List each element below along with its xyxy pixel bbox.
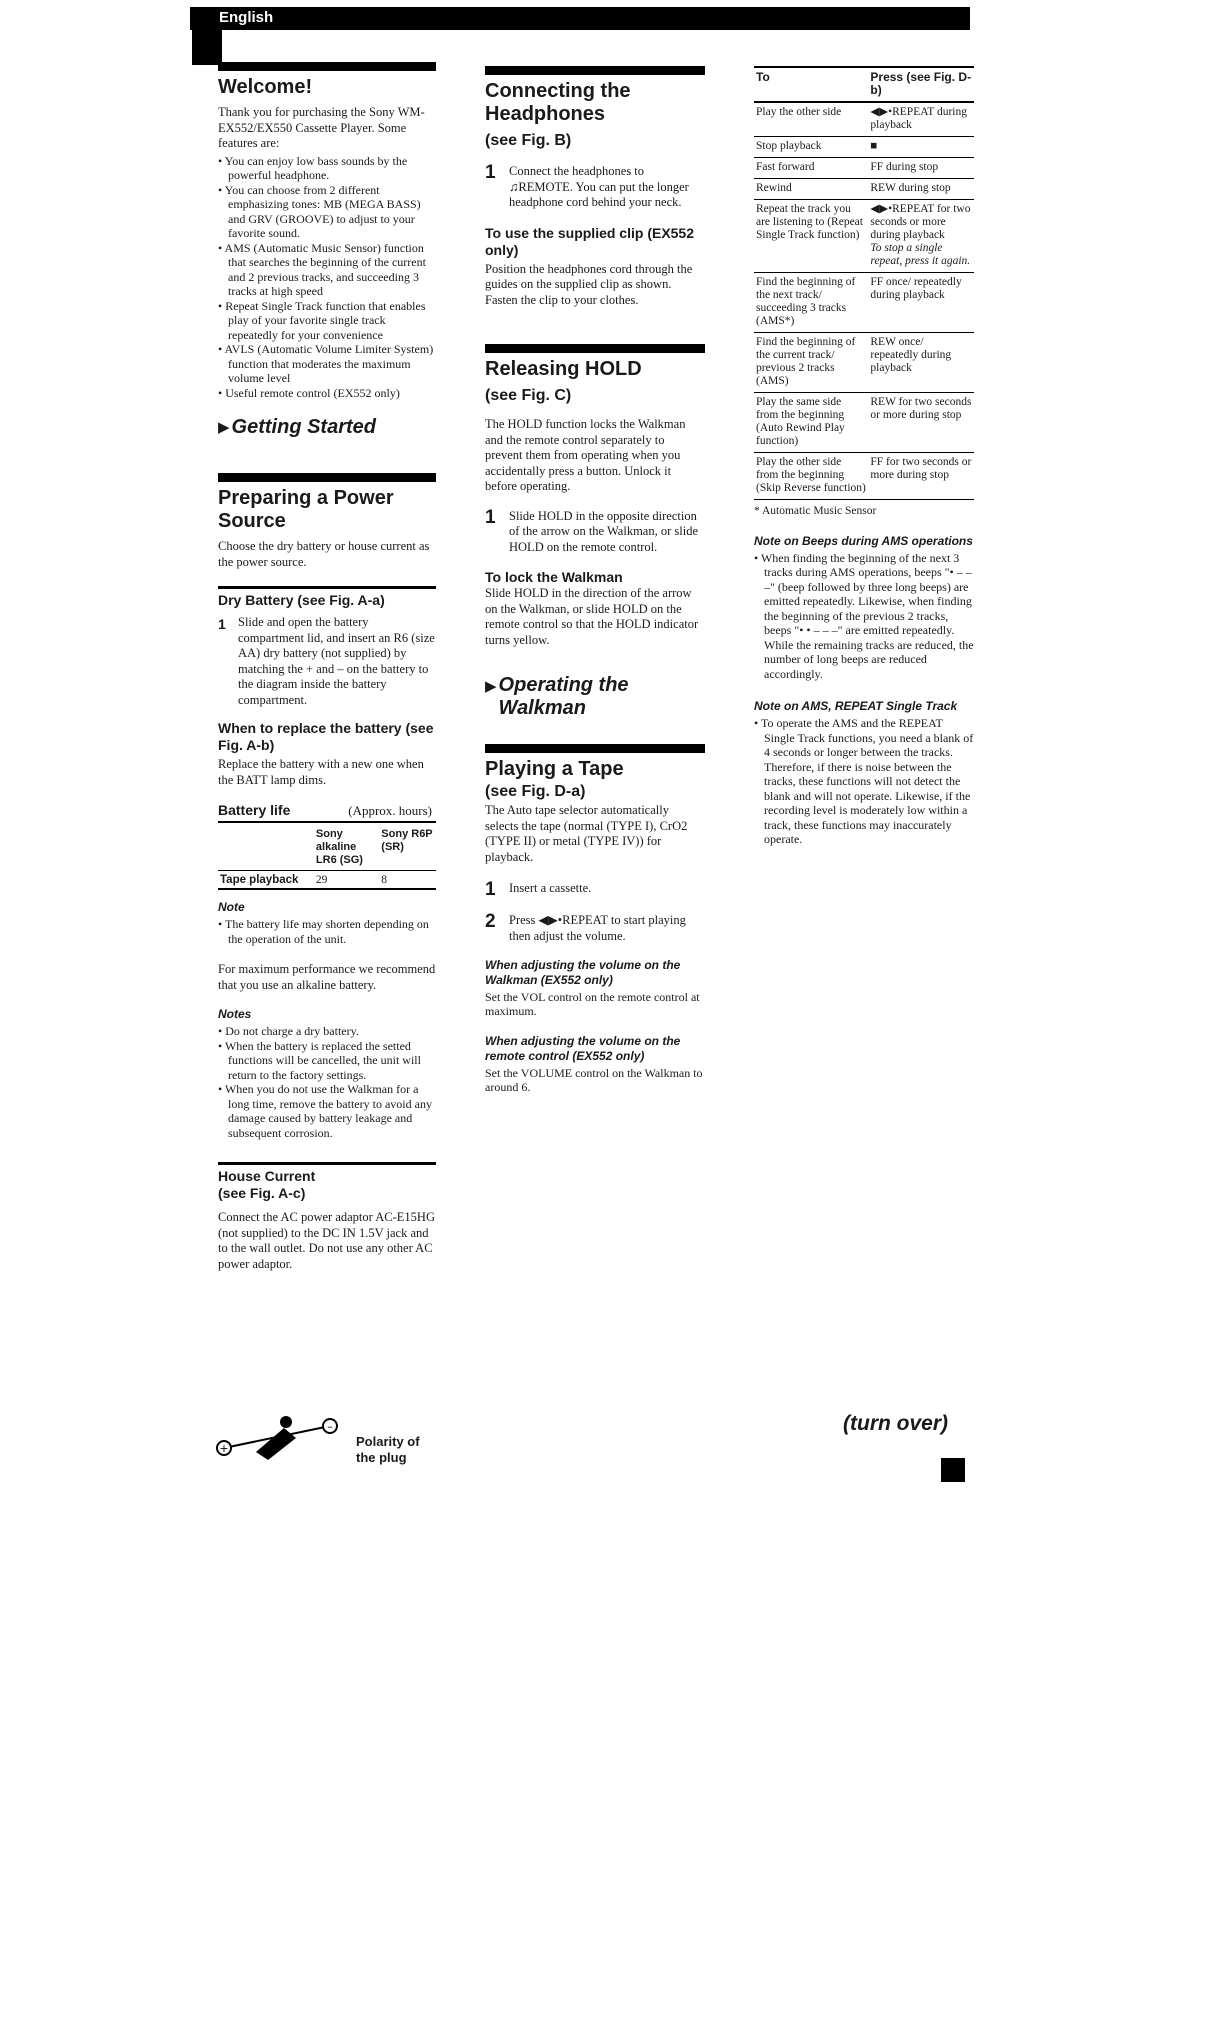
list-item: • You can choose from 2 different emphasizing tones: MB (MEGA BASS) and GRV (GROOVE) to adjust to your favorite sound. — [218, 183, 436, 241]
ams-repeat-title: Note on AMS, REPEAT Single Track — [754, 699, 958, 713]
max-performance-text: For maximum performance we recommend that you use an alkaline battery. — [218, 962, 436, 992]
list-item: • You can enjoy low bass sounds by the powerful headphone. — [218, 154, 436, 183]
table-row: Play the same side from the beginning (Auto Rewind Play function) REW for two seconds or more during stop — [754, 393, 974, 453]
end-square-mark — [941, 1458, 965, 1482]
battery-life-table: Sony alkaline LR6 (SG) Sony R6P (SR) Tape playback 29 8 — [218, 827, 436, 890]
svg-text:+: + — [219, 1442, 229, 1455]
column-3 — [754, 66, 974, 855]
section-rule — [218, 586, 436, 589]
clip-title: To use the supplied clip (EX552 only) — [485, 224, 695, 258]
section-rule — [485, 66, 705, 75]
turn-over-label: (turn over) — [843, 1412, 948, 1435]
operating-heading: ▶ Operating the Walkman — [485, 674, 629, 719]
language-label: English — [219, 9, 274, 26]
clip-text: Position the headphones cord through the guides on the supplied clip as shown. Fasten the clip to your clothes. — [485, 261, 693, 307]
welcome-intro: Thank you for purchasing the Sony WM-EX552/EX550 Cassette Player. Some features are: — [218, 105, 425, 150]
polarity-label: Polarity of the plug — [356, 1434, 420, 1465]
welcome-title: Welcome! — [218, 76, 313, 98]
header-tab — [192, 7, 222, 65]
headphones-title: Connecting the Headphones — [485, 80, 631, 125]
table-row: Play the other side ◀▶•REPEAT during playback — [754, 102, 974, 137]
list-item: • AMS (Automatic Music Sensor) function that searches the beginning of the current and 2 previous tracks, and succeeding 3 tracks at high speed — [218, 241, 436, 299]
table-row: Find the beginning of the current track/ previous 2 tracks (AMS) REW once/ repeatedly during playback — [754, 333, 974, 393]
house-current-title: House Current — [218, 1168, 316, 1184]
notes-title: Notes — [218, 1007, 252, 1021]
house-current-text: Connect the AC power adaptor AC-E15HG (not supplied) to the DC IN 1.5V jack and to the wall outlet. Do not use any other AC power adaptor. — [218, 1210, 435, 1271]
headphones-subtitle: (see Fig. B) — [485, 132, 572, 149]
adjust-remote-title: When adjusting the volume on the remote control (EX552 only) — [485, 1034, 681, 1063]
playing-intro: The Auto tape selector automatically selects the tape (normal (TYPE I), CrO2 (TYPE II) or metal (TYPE IV)) for playback. — [485, 803, 688, 864]
table-row: Fast forward FF during stop — [754, 158, 974, 179]
section-rule — [218, 62, 436, 71]
list-item: • To operate the AMS and the REPEAT Single Track functions, you need a blank of 4 seconds or longer between the tracks. Therefore, if there is noise between the tracks, these functions will not detect the blank and will not operate. Likewise, if the recording level is moderately low within a track, these functions may inaccurately operate. — [754, 716, 974, 847]
table-note: To stop a single repeat, press it again. — [870, 242, 971, 267]
house-current-subtitle: (see Fig. A-c) — [218, 1185, 306, 1201]
step: 1 Slide and open the battery compartment lid, and insert an R6 (size AA) dry battery (not supplied) by matching the + and – on the battery to the diagram inside the battery compartment. — [218, 615, 435, 707]
battery-life-header: Battery life (Approx. hours) — [218, 802, 436, 823]
beeps-title: Note on Beeps during AMS operations — [754, 533, 973, 548]
list-item: • AVLS (Automatic Volume Limiter System) function that moderates the maximum volume level — [218, 342, 436, 386]
playing-subtitle: (see Fig. D-a) — [485, 783, 586, 800]
power-title: Preparing a Power Source — [218, 487, 394, 532]
note-list — [218, 917, 436, 946]
arrow-right-icon: ▶ — [218, 420, 230, 436]
list-item: • Repeat Single Track function that enables play of your favorite single track repeatedly for your convenience — [218, 299, 436, 343]
lock-text: Slide HOLD in the direction of the arrow on the Walkman, or slide HOLD on the remote control so that the HOLD indicator turns yellow. — [485, 586, 699, 647]
svg-text:–: – — [327, 1420, 333, 1433]
list-item: • Do not charge a dry battery. — [218, 1024, 436, 1039]
plug-polarity-icon — [214, 1408, 340, 1468]
function-table — [754, 66, 974, 500]
section-rule — [218, 1162, 436, 1165]
step: 2 Press ◀▶•REPEAT to start playing then adjust the volume. — [485, 911, 686, 943]
step: 1 Insert a cassette. — [485, 879, 592, 900]
feature-list — [218, 154, 436, 401]
step: 1 Connect the headphones to ♫REMOTE. You can put the longer headphone cord behind your neck. — [485, 162, 689, 209]
power-intro: Choose the dry battery or house current as the power source. — [218, 539, 430, 569]
arrow-right-icon: ▶ — [485, 679, 497, 695]
adjust-walkman-text: Set the VOL control on the remote control at maximum. — [485, 990, 700, 1018]
dry-battery-title: Dry Battery (see Fig. A-a) — [218, 592, 385, 608]
replace-text: Replace the battery with a new one when the BATT lamp dims. — [218, 757, 424, 787]
note-title: Note — [218, 900, 245, 914]
getting-started-heading: ▶ Getting Started — [218, 416, 376, 438]
lock-title: To lock the Walkman — [485, 569, 623, 585]
table-row: Find the beginning of the next track/ succeeding 3 tracks (AMS*) FF once/ repeatedly during playback — [754, 273, 974, 333]
list-item: • When you do not use the Walkman for a long time, remove the battery to avoid any damage caused by battery leakage and subsequent corrosion. — [218, 1082, 436, 1140]
table-row: Stop playback ■ — [754, 137, 974, 158]
hold-title: Releasing HOLD — [485, 358, 642, 380]
adjust-walkman-title: When adjusting the volume on the Walkman (EX552 only) — [485, 958, 681, 987]
table-footnote: * Automatic Music Sensor — [754, 505, 877, 517]
table-row: Tape playback 29 8 — [218, 871, 436, 890]
hold-subtitle: (see Fig. C) — [485, 387, 572, 404]
list-item: • The battery life may shorten depending on the operation of the unit. — [218, 917, 436, 946]
section-rule — [485, 344, 705, 353]
playing-title: Playing a Tape — [485, 758, 624, 780]
table-row: Play the other side from the beginning (Skip Reverse function) FF for two seconds or more during stop — [754, 453, 974, 500]
table-row: Rewind REW during stop — [754, 179, 974, 200]
list-item: • When the battery is replaced the setted functions will be cancelled, the unit will return to the factory settings. — [218, 1039, 436, 1083]
beeps-list — [754, 551, 974, 682]
section-rule — [485, 744, 705, 753]
column-1 — [218, 62, 436, 1280]
header-bar — [190, 7, 970, 30]
adjust-remote-text: Set the VOLUME control on the Walkman to around 6. — [485, 1066, 703, 1094]
list-item: • When finding the beginning of the next 3 tracks during AMS operations, beeps "• – – –" (beep followed by three long beeps) are emitted repeatedly. Likewise, when finding the beginning of the previous 2 tracks, beeps "• • – – –" are emitted repeatedly. While the remaining tracks are reduced, the number of long beeps are reduced accordingly. — [754, 551, 974, 682]
hold-intro: The HOLD function locks the Walkman and the remote control separately to prevent them from operating when you accidentally press a button. Unlock it before operating. — [485, 417, 686, 493]
section-rule — [218, 473, 436, 482]
replace-title: When to replace the battery (see Fig. A-b) — [218, 720, 434, 753]
ams-repeat-list — [754, 716, 974, 847]
list-item: • Useful remote control (EX552 only) — [218, 386, 436, 401]
step: 1 Slide HOLD in the opposite direction of the arrow on the Walkman, or slide HOLD on the remote control. — [485, 506, 698, 554]
table-header-row: To Press (see Fig. D-b) — [754, 67, 974, 102]
notes-list — [218, 1024, 436, 1140]
column-2 — [485, 66, 705, 1102]
table-row: Repeat the track you are listening to (Repeat Single Track function) ◀▶•REPEAT for two seconds or more during playback To stop a single repeat, press it again. — [754, 200, 974, 273]
